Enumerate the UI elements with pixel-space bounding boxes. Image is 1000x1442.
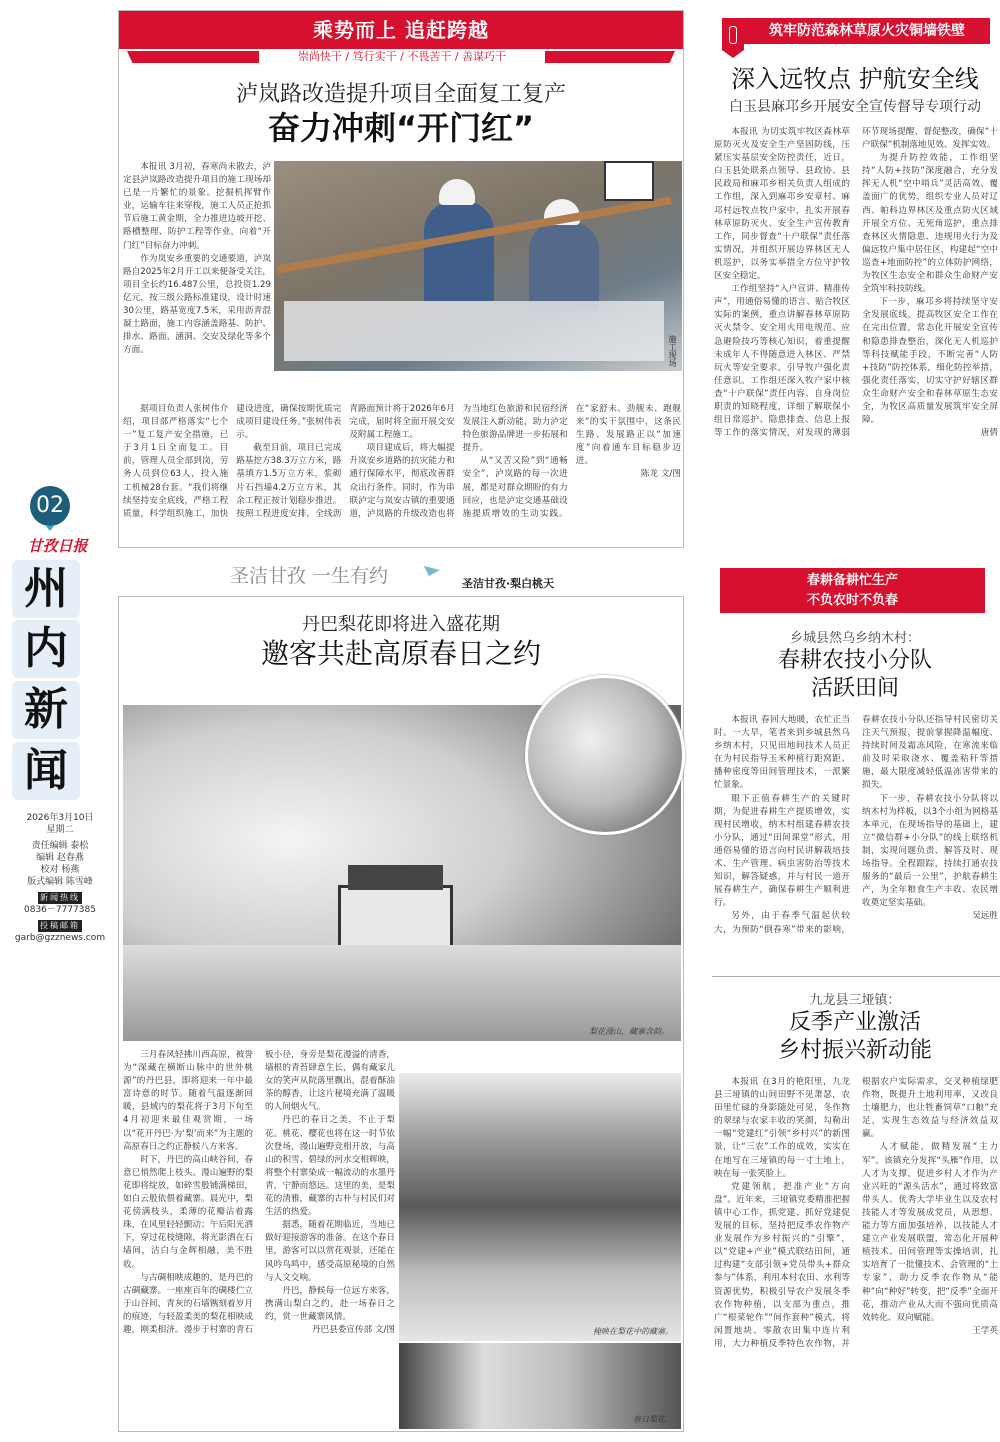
section-banner: 圣洁甘孜 一生有约 (230, 565, 389, 587)
edition-info (5, 812, 115, 944)
article-off-season-header (710, 992, 1000, 1065)
paragraph: 本报讯 为切实筑牢牧区森林草原防灭火及安全生产坚固防线，压紧压实基层安全防控责任，近日，白玉县处联系点领导、县政协、县民政局和麻邛乡相关负责人组成的工作组，深入到麻邛乡安章村、麻邛村远牧点牧户家中，扎实开展春林草原防灭火、安全生产宣传教育工作，同步督查“十户联保”责任落实情况，并组织开展边界林区无人机巡护，以务实举措全方位守护牧区安全稳定。 (714, 127, 850, 282)
paragraph: 另外，由于春季气温起伏较大，为预防“倒春寒”带来的影响，春耕农技小分队还指导村民密切关注天气预报，提前掌握降温幅度、持续时间及霜冻风险，在寒流来临前及时采取浇水、覆盖秸秆等措施，最大限度减轻低温冻害带来的损失。 (714, 715, 998, 935)
article-body-columns (123, 403, 681, 521)
photo-caption: 春日梨花。 (633, 1415, 673, 1424)
email-label: 投稿邮箱 (40, 921, 80, 930)
headline: 活跃田间 (810, 676, 899, 701)
byline: 吴远胜 (972, 911, 998, 922)
kicker: 泸岚路改造提升项目全面复工复产 (235, 82, 566, 107)
fire-extinguisher-icon (722, 18, 744, 58)
staff-line: 版式编辑 陈雪峰 (27, 877, 93, 887)
paragraph: 据悉，随着花期临近，当地已做好迎接游客的准备。在这个春日里，游客可以以赏花观景，还能在风吟鸟鸣中，感受高原秘境的自然与人文交响。 (265, 1220, 395, 1283)
article-body-columns (714, 126, 998, 440)
paragraph: 三月春风轻拂川西高原，被誉为“深藏在横断山脉中的世外桃源”的丹巴县，即将迎来一年中最富诗意的时节。随着气温逐渐回暖，县域内的梨花将于3月下旬至4月初迎来最佳观赏期，一场以“花开丹巴·为‘梨’而来”为主题的高原春日之约正静候八方来客。 (123, 1050, 253, 1152)
paragraph: 与古碉相映成趣的，是丹巴的古碉藏寨。一座座百年的碉楼伫立于山谷间，青灰的石墙镌刻着岁月的痕迹，与轻盈柔美的梨花相映成趣，刚柔相济。漫步于村寨的青石板小径，身旁是梨花漫溢的清香，墙根的青苔肆意生长，偶有藏家儿女的笑声从院落里飘出，混着酥油茶的醇香，让这片秘境充满了温暖的人间烟火气。 (123, 1050, 395, 1335)
paragraph: 人才赋能，做精发展“主力军”。该镇充分发挥“头雁”作用，以人才为支撑，促进乡村人才作为产业兴旺的“源头活水”，通过将致富带头人、优秀大学毕业生以及农村技能人才等发展成党员，从思想、能力等方面加强培养，以技能人才建立产业发展联盟，常态化开展种植技术、田间管理等实操培训，扎实培育了一批懂技术、会管理的“土专家”，助力反季农作物从“能种”向“种好”转变，把“反季”全面开花，推动产业从大而不强向优质高效转化、双向赋能。 (862, 1142, 998, 1323)
hotline-label: 新闻热线 (40, 893, 80, 902)
article-pear-blossom (118, 596, 684, 1432)
section-title-char: 新 (12, 681, 80, 739)
issue-date: 2026年3月10日 (26, 813, 94, 823)
paragraph: 工作组坚持“入户宣讲、精准传声”，用通俗易懂的语言、贴合牧区实际的案例，重点讲解春林草原防灭火禁令、安全用火用电规范、应急避险技巧等核心知识，着重提醒未成年人不得随意进入林区、严禁玩火等安全要求，引导牧户强化责任意识。工作组还深入牧户家中核查“十户联保”责任内容、自身岗位职责的知晓程度，详细了解联保小组日常巡护、隐患排查、信息上报等工作的落实情况，对发现的薄弱环节现场提醒、督促整改，确保“十户联保”机制落地见效、发挥实效。 (714, 127, 998, 439)
slogan-bar: 崇尚快干 / 笃行实干 / 不畏苦干 / 善谋巧干 (259, 49, 545, 65)
paragraph: 本报讯 3月初，春寒尚未散去，泸定县泸岚路改造提升项目的施工现场却已是一片繁忙的景象。挖掘机挥臂作业，运输车往来穿梭，施工人员正抢抓节后施工黄金期，全力推进边坡开挖、路槽整理、防护工程等作业，向着“开门红”目标奋力冲刺。 (123, 162, 271, 251)
issue-weekday: 星期二 (46, 825, 74, 835)
headline: 深入远牧点 护航安全线 (731, 65, 979, 93)
byline: 唐倩 (980, 428, 998, 439)
banner-line: 不负农时不负春 (806, 593, 898, 608)
village-among-blossoms-photo (399, 1073, 681, 1341)
kicker: 乡城县然乌乡纳木村： (789, 631, 920, 646)
section-title-char: 闻 (12, 742, 80, 800)
kicker: 丹巴梨花即将进入盛花期 (302, 614, 500, 635)
paragraph: 项目建成后，将大幅提升岚安乡道路的抗灾能力和通行保障水平，彻底改善群众出行条件。同时，作为串联泸定与岚安古镇的重要通道，泸岚路的升级改造也将为当地红色旅游和民宿经济发展注入新动能，助力泸定特色旅游品牌进一步拓展和提升。 (349, 404, 568, 519)
paragraph: 本报讯 春回大地暖，农忙正当时。一大早，笔者来到乡城县然乌乡纳木村，只见田地间技术人员正在为村民指导玉米种植行距窝距、播种密度等田间管理技术，一派繁忙景象。 (714, 715, 850, 791)
paragraph: 党建领航，把准产业“方向盘”。近年来，三垭镇党委精准把握镇中心工作，抓党建、抓好党建促发展的目标，坚持把反季农作物产业发展作为乡村振兴的“引擎”，以“党建+产业”模式联结田间，通过构建“支部引领+党员带头+群众参与”体系，利用本村农田、水利等资源优势，积极引导农户发展冬季农作物种植，以支部为重点，推广“根菜轮作”“间作套种”模式，将闲置地块、零散农田集中连片利用，大力种植反季特色农作物，并根据农户实际需求，交叉种植绿肥作物，既提升土地利用率，又改良土壤肥力，也让牲畜饲草“口粮”充足，实现生态效益与经济效益双赢。 (714, 1077, 998, 1349)
article-body-columns (123, 1049, 395, 1337)
masthead-logo: 甘孜日报 (27, 537, 88, 555)
staff-line: 编辑 赵春燕 (36, 853, 84, 863)
subheadline: 白玉县麻邛乡开展安全宣传督导专项行动 (729, 99, 981, 115)
paragraph: 时下，丹巴的高山峡谷间，春意已悄然爬上枝头。漫山遍野的梨花即将绽放，如碎雪般铺满梯田，如白云般依偎着藏寨。晨光中，梨花傍满枝头，柔薄的花瓣沾着露珠，在风里轻轻颤动；午后阳光洒下，穿过花枝缝隙，将光影洒在石墙间，洁白与金辉相融，美不胜收。 (123, 1154, 253, 1270)
paragraph: 下一步，麻邛乡将持续坚守安全发展底线，提高牧区安全工作在在完出位置，常态化开展安全宣传和隐患排查整治，深化无人机巡护等科技赋能手段，不断完善“人防+技防”防控体系，细化防控举措，强化责任落实，切实守护好辖区群众生命财产安全和春林草原生态安全，为牧区高质量发展筑牢安全屏障。 (862, 297, 998, 426)
paragraph: 据项目负责人张树伟介绍，项目部严格落实“七个一”复工复产安全措施，已于3月1日全面复工。目前，管理人员全部到岗，劳务人员到位63人，投入施工机械28台套。“我们将继续坚持安全底线，严格工程质量，科学组织施工，加快建设进度，确保按期优质完成项目建设任务。”张树伟表示。 (123, 404, 342, 519)
article-body-columns (714, 714, 998, 937)
column-banner: 乘势而上 追赶跨越 (119, 11, 683, 49)
topic-banner: 筑牢防范森林草原火灾铜墙铁壁 (722, 18, 990, 44)
headline: 奋力冲刺“开门红” (267, 109, 535, 147)
kicker: 九龙县三垭镇： (809, 993, 901, 1008)
hotline-number: 0836－7777385 (24, 905, 96, 915)
paper-plane-icon (424, 566, 440, 576)
construction-photo (274, 161, 682, 371)
section-tag: 圣洁甘孜·梨白桃天 (462, 577, 555, 590)
photo-caption: 梨花漫山，藏寨含韵。 (589, 1027, 669, 1036)
section-title-char: 州 (12, 560, 80, 618)
article-farm-team-header (710, 630, 1000, 703)
topic-banner (720, 568, 985, 613)
paragraph: 作为岚安乡重要的交通要道，泸岚路自2025年2月开工以来便备受关注，项目全长约16.487公里，总投资1.29亿元，按三级公路标准建设，设计时速30公里，路基宽度7.5米，采用沥青混凝土路面，施工内容涵盖路基、防护、排水、路面、涵洞、交安及绿化等多个方面。 (123, 253, 271, 356)
byline: 丹巴县委宣传部 文/图 (312, 1324, 395, 1335)
spring-blossom-photo (399, 1343, 681, 1429)
article-lead-column (123, 161, 271, 357)
headline: 春耕农技小分队 (777, 648, 932, 673)
article-road-project (118, 10, 684, 548)
page-number-badge: 02 (30, 486, 70, 526)
headline: 邀客共赴高原春日之约 (260, 637, 541, 670)
paragraph: 眼下正值春耕生产的关键时期，为促进春耕生产提质增效，实现村民增收，纳木村组建春耕农技小分队，通过“田间课堂”形式，用通俗易懂的语言向村民讲解栽培技术、生产管理、病虫害防治等技术知识，解答疑惑，并与村民一道开展春耕生产，确保春耕生产顺利进行。 (714, 793, 850, 909)
photo-caption: 掩映在梨花中的藏寨。 (593, 1327, 673, 1336)
paragraph: 丹巴的春日之美，不止于梨花。桃花、樱花也将在这一时节依次登场，漫山遍野竞相开放，与高山的积雪、碧绿的河水交相辉映，将整个村寨染成一幅流动的水墨丹青，宁静而悠远。这里的美，是梨花的清雅，藏寨的古朴与村民们对生活的热爱。 (265, 1115, 395, 1218)
article-body-columns (714, 1076, 998, 1351)
paragraph: 丹巴，静候每一位远方来客，携满山梨白之约，赴一场春日之约，赏一世藏寨风情。 (265, 1285, 395, 1322)
divider (712, 976, 1000, 977)
paragraph: 下一步，春耕农技小分队将以纳木村为样板，以3个小组为网格基本单元，在现场指导的基础上，建立“微信群+小分队”的线上联络机制，实现问题负责、解答及时、现场指导。全程跟踪，持续打通农技服务的“最后一公里”，护航春耕生产，为全年粮食生产丰收、农民增收奠定坚实基础。 (862, 793, 998, 909)
blossom-closeup-inset-photo (525, 675, 685, 835)
headline: 反季产业激活 (788, 1010, 921, 1035)
paragraph: 截至目前，项目已完成路基挖方38.3万立方米，路基填方1.5万立方米，浆砌片石挡墙4.2万立方米，其余工程正按计划稳步推进。按照工程进度安排，全线沥青路面预计将于2026年6月完成，届时将全面开展交安及附属工程施工。 (236, 404, 455, 519)
article-fire-safety (710, 10, 1000, 550)
byline: 王学英 (972, 1325, 998, 1336)
staff-line: 责任编辑 泰松 (31, 841, 89, 851)
headline: 乡村振兴新动能 (777, 1038, 932, 1063)
staff-line: 校对 杨燕 (40, 865, 80, 875)
banner-line: 春耕备耕忙生产 (806, 573, 898, 588)
paragraph: 本报讯 在3月的艳阳里，九龙县三垭镇的山间田野不见萧瑟，农田里忙碌的身影随处可见，冬作物的翠绿与农家丰收的笑颜，勾勒出一幅“党建红”引领“乡村兴”的新图景，让“三农”工作的成效，实实在在地写在三垭镇的每一寸土地上，映在每一张笑脸上。 (714, 1077, 850, 1179)
byline: 陈龙 文/图 (640, 469, 681, 480)
section-title-char: 内 (12, 620, 80, 678)
email-address: garb@gzznews.com (14, 933, 106, 943)
paragraph: 从“又苦又险”到“通畅安全”，泸岚路的每一次进展，都是对群众期盼的有力回应，也是泸定交通基础设施提质增效的生动实践。在“家舒未、劲舰未、跑舰来”的实干氛围中，这条民生路、发展路正以“加速度”向着通车目标稳步迈进。 (462, 404, 681, 519)
paragraph: 为提升防控效能，工作组坚持“人防+技防”深度融合，充分发挥无人机“空中哨兵”灵活高效、覆盖面广的优势，组织专业人员对辽西、帕科边界林区及重点防火区域开展全方位、无死角巡护，重点排查林区火情隐患、违规用火行为及偏远牧户集中居住区，构建起“空中巡查+地面防控”的立体防护网络，为牧区生态安全和群众生命财产安全筑牢科技防线。 (862, 153, 998, 295)
photo-caption: 施工现场 (668, 335, 677, 367)
